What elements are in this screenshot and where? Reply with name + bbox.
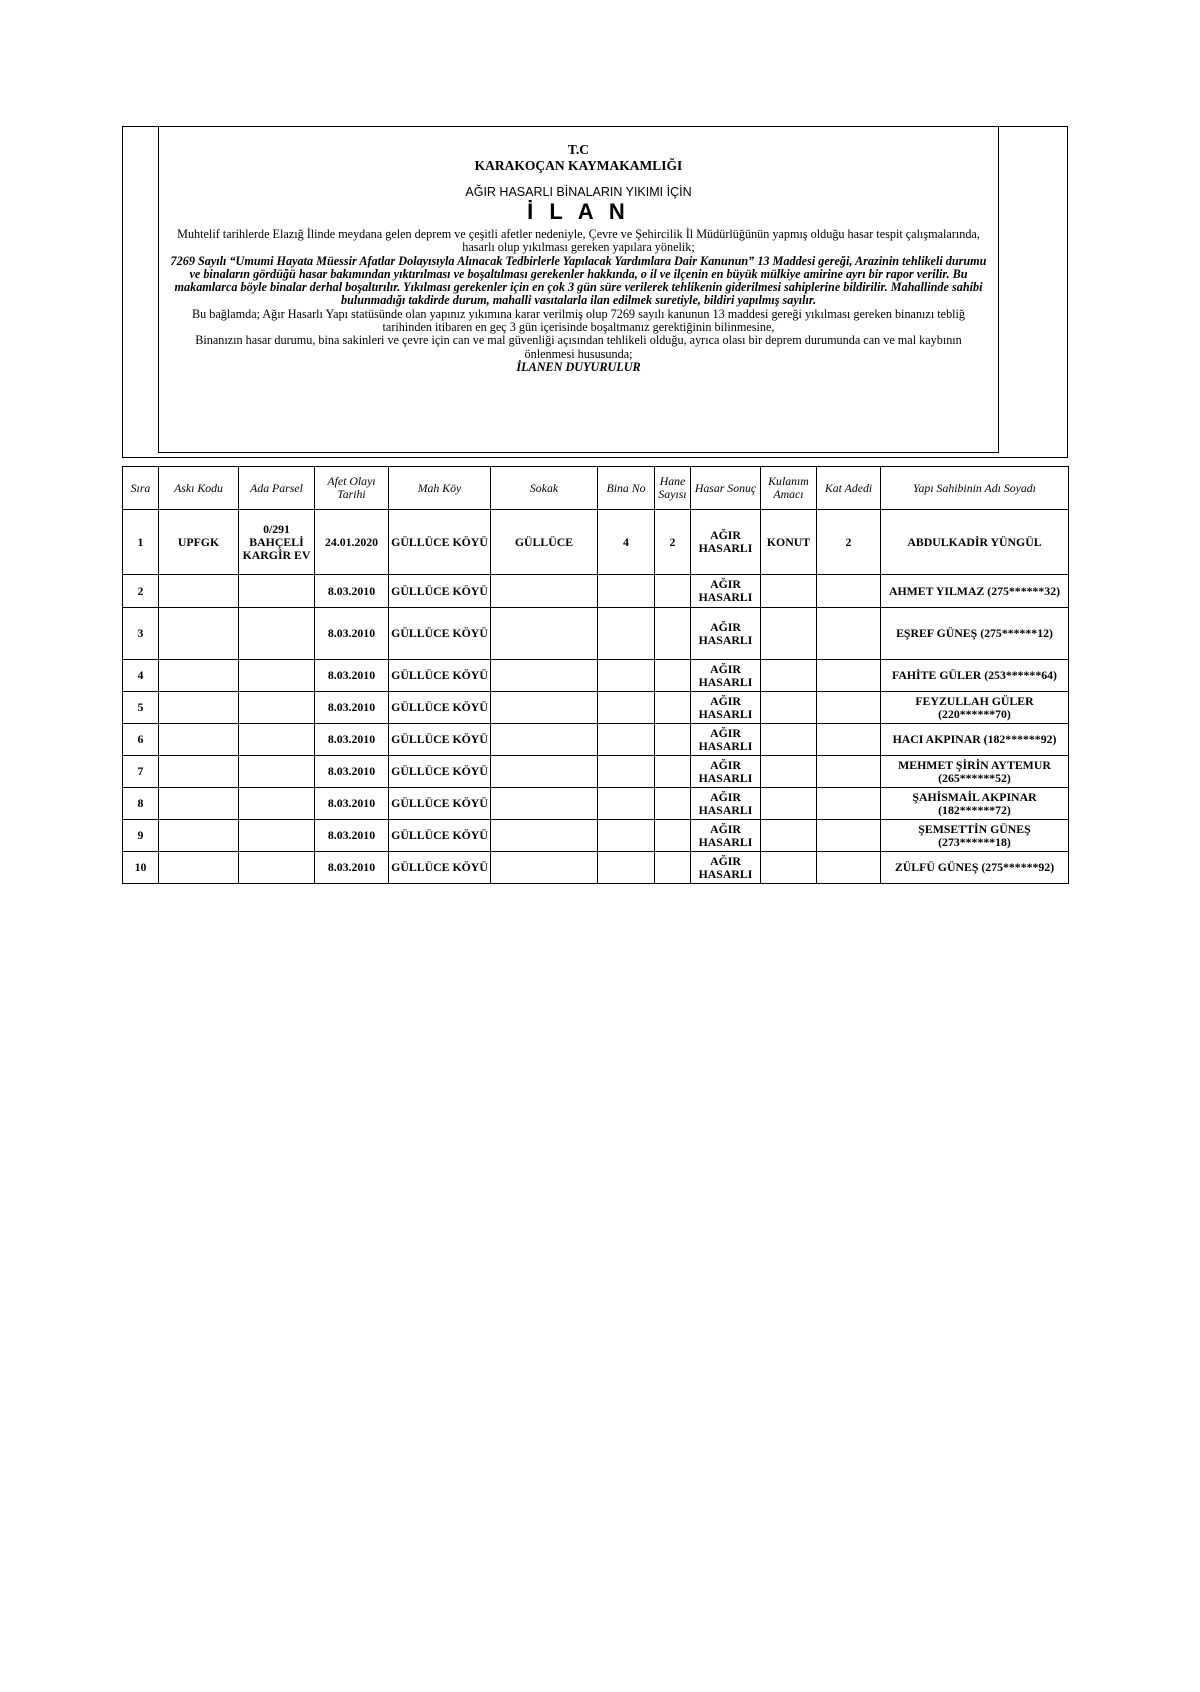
header-cell: Bina No (598, 467, 655, 510)
table-row (123, 788, 1069, 820)
table-cell: KONUT (761, 510, 817, 575)
table-cell (761, 692, 817, 724)
table-row (123, 756, 1069, 788)
table-cell: GÜLLÜCE KÖYÜ (389, 788, 491, 820)
header-cell: Yapı Sahibinin Adı Soyadı (881, 467, 1069, 510)
table-cell: 8.03.2010 (315, 575, 389, 608)
table-cell: GÜLLÜCE (491, 510, 598, 575)
table-cell: 4 (598, 510, 655, 575)
table-cell: GÜLLÜCE KÖYÜ (389, 575, 491, 608)
table-cell (598, 756, 655, 788)
table-cell: AĞIR HASARLI (691, 692, 761, 724)
table-cell (159, 608, 239, 660)
table-cell (655, 692, 691, 724)
closing-statement: İLANEN DUYURULUR (516, 359, 641, 374)
table-cell: EŞREF GÜNEŞ (275******12) (881, 608, 1069, 660)
buildings-table (122, 466, 1069, 884)
header-cell: Ada Parsel (239, 467, 315, 510)
table-cell (491, 788, 598, 820)
table-cell (655, 788, 691, 820)
table-cell (761, 756, 817, 788)
table-cell: 2 (655, 510, 691, 575)
table-cell (159, 788, 239, 820)
table-cell (761, 820, 817, 852)
header-cell: Kulanım Amacı (761, 467, 817, 510)
paragraph-intro: Muhtelif tarihlerde Elazığ İlinde meydana gelen deprem ve çeşitli afetler nedeniyle, Çevre ve Şehircilik İl Müdürlüğünün yapmış olduğu hasar tespit çalışmalarında, hasarlı olup yıkılması gereken yapılara yönelik; (177, 227, 980, 255)
table-row (123, 575, 1069, 608)
table-cell (159, 660, 239, 692)
table-row (123, 820, 1069, 852)
table-cell (655, 820, 691, 852)
table-cell (761, 724, 817, 756)
table-cell: GÜLLÜCE KÖYÜ (389, 756, 491, 788)
table-cell (159, 724, 239, 756)
table-cell: FEYZULLAH GÜLER (220******70) (881, 692, 1069, 724)
table-cell (491, 724, 598, 756)
table-cell: GÜLLÜCE KÖYÜ (389, 820, 491, 852)
table-cell: 2 (123, 575, 159, 608)
table-cell (598, 660, 655, 692)
table-cell (817, 820, 881, 852)
table-cell (761, 852, 817, 884)
paragraph-warning: Binanızın hasar durumu, bina sakinleri ve çevre için can ve mal güvenliği açısından tehlikeli olduğu, ayrıca olası bir deprem durumunda can ve mal kaybının önlenmesi hususunda; (195, 333, 962, 361)
table-cell (159, 575, 239, 608)
table-row (123, 510, 1069, 575)
state-heading: T.C (567, 142, 590, 157)
district-governorship: KARAKOÇAN KAYMAKAMLIĞI (474, 158, 683, 173)
table-cell: 8.03.2010 (315, 756, 389, 788)
table-cell (655, 852, 691, 884)
table-cell: 5 (123, 692, 159, 724)
table-cell (598, 788, 655, 820)
notice-title: İ L A N (527, 199, 630, 224)
table-cell (239, 852, 315, 884)
table-cell (159, 820, 239, 852)
notice-box (158, 126, 999, 453)
table-cell: AĞIR HASARLI (691, 660, 761, 692)
table-cell: AHMET YILMAZ (275******32) (881, 575, 1069, 608)
table-cell: GÜLLÜCE KÖYÜ (389, 852, 491, 884)
table-cell (598, 852, 655, 884)
table-cell: 9 (123, 820, 159, 852)
table-cell (655, 575, 691, 608)
table-cell (491, 608, 598, 660)
header-cell: Hasar Sonuç (691, 467, 761, 510)
table-cell: MEHMET ŞİRİN AYTEMUR (265******52) (881, 756, 1069, 788)
table-cell: ŞAHİSMAİL AKPINAR (182******72) (881, 788, 1069, 820)
header-cell: Hane Sayısı (655, 467, 691, 510)
header-cell: Sokak (491, 467, 598, 510)
table-cell: 10 (123, 852, 159, 884)
table-cell (598, 608, 655, 660)
table-cell (817, 788, 881, 820)
table-cell (598, 820, 655, 852)
table-cell: 8 (123, 788, 159, 820)
header-cell: Askı Kodu (159, 467, 239, 510)
table-cell (239, 788, 315, 820)
table-header-row (123, 467, 1069, 510)
table-cell (817, 852, 881, 884)
table-cell (239, 660, 315, 692)
table-cell: FAHİTE GÜLER (253******64) (881, 660, 1069, 692)
table-row (123, 852, 1069, 884)
table-cell (239, 575, 315, 608)
table-cell: 2 (817, 510, 881, 575)
table-cell: UPFGK (159, 510, 239, 575)
table-cell: GÜLLÜCE KÖYÜ (389, 692, 491, 724)
table-cell: 24.01.2020 (315, 510, 389, 575)
table-cell (817, 692, 881, 724)
table-row (123, 660, 1069, 692)
header-cell: Kat Adedi (817, 467, 881, 510)
table-cell (491, 852, 598, 884)
table-cell: 6 (123, 724, 159, 756)
table-cell (817, 724, 881, 756)
table-cell: ZÜLFÜ GÜNEŞ (275******92) (881, 852, 1069, 884)
table-cell (598, 575, 655, 608)
table-cell (817, 756, 881, 788)
table-cell: ŞEMSETTİN GÜNEŞ (273******18) (881, 820, 1069, 852)
table-cell: AĞIR HASARLI (691, 510, 761, 575)
table-cell (239, 756, 315, 788)
table-cell (159, 756, 239, 788)
table-cell (817, 660, 881, 692)
table-cell (491, 692, 598, 724)
table-cell: 7 (123, 756, 159, 788)
table-cell: ABDULKADİR YÜNGÜL (881, 510, 1069, 575)
table-cell (598, 692, 655, 724)
table-cell (491, 820, 598, 852)
table-cell (159, 692, 239, 724)
table-cell (655, 756, 691, 788)
table-cell (491, 660, 598, 692)
header-cell: Afet Olayı Tarihi (315, 467, 389, 510)
table-cell (761, 660, 817, 692)
table-cell (761, 608, 817, 660)
table-cell: AĞIR HASARLI (691, 575, 761, 608)
table-cell (598, 724, 655, 756)
table-cell (239, 608, 315, 660)
table-cell (239, 692, 315, 724)
table-cell: AĞIR HASARLI (691, 756, 761, 788)
table-cell (761, 575, 817, 608)
table-cell: 0/291 BAHÇELİ KARGİR EV (239, 510, 315, 575)
table-cell: AĞIR HASARLI (691, 820, 761, 852)
table-cell (655, 608, 691, 660)
header-cell: Sıra (123, 467, 159, 510)
table-cell: 3 (123, 608, 159, 660)
table-cell: GÜLLÜCE KÖYÜ (389, 510, 491, 575)
table-cell: GÜLLÜCE KÖYÜ (389, 608, 491, 660)
table-cell (239, 820, 315, 852)
table-row (123, 724, 1069, 756)
table-cell (761, 788, 817, 820)
paragraph-law: 7269 Sayılı “Umumi Hayata Müessir Afatlar Dolayısıyla Alınacak Tedbirlerle Yapılacak Yardımlara Dair Kanunun” 13 Maddesi gereği, Arazinin tehlikeli durumu ve binaların gördüğü hasar bakımından yıktırılması ve boşaltılması gerekenler hakkında, o il ve ilçenin en büyük mülkiye amirine ayrı bir rapor verilir. Bu makamlarca böyle binalar derhal boşaltırılır. Yıkılması gerekenler için en çok 3 gün süre verilerek tehlikenin giderilmesi sahiplerine bildirilir. Mahallinde sahibi bulunmadığı takdirde durum, mahalli vasıtalarla ilan edilmek suretiyle, bildiri yapılmış sayılır. (170, 253, 987, 308)
table-cell: 8.03.2010 (315, 608, 389, 660)
table-cell (159, 852, 239, 884)
table-cell: AĞIR HASARLI (691, 608, 761, 660)
table-cell: 1 (123, 510, 159, 575)
table-row (123, 692, 1069, 724)
table-cell (491, 756, 598, 788)
notice-subtitle: AĞIR HASARLI BİNALARIN YIKIMI İÇİN (465, 185, 692, 199)
table-cell (491, 575, 598, 608)
table-cell: 8.03.2010 (315, 820, 389, 852)
table-cell: 8.03.2010 (315, 724, 389, 756)
table-cell (817, 575, 881, 608)
table-cell (655, 660, 691, 692)
table-cell: HACI AKPINAR (182******92) (881, 724, 1069, 756)
table-cell: 8.03.2010 (315, 660, 389, 692)
header-cell: Mah Köy (389, 467, 491, 510)
table-cell: AĞIR HASARLI (691, 724, 761, 756)
table-cell (239, 724, 315, 756)
table-cell (817, 608, 881, 660)
table-row (123, 608, 1069, 660)
table-cell (655, 724, 691, 756)
table-cell: AĞIR HASARLI (691, 788, 761, 820)
table-cell: GÜLLÜCE KÖYÜ (389, 660, 491, 692)
paragraph-decision: Bu bağlamda; Ağır Hasarlı Yapı statüsünde olan yapınız yıkımına karar verilmiş olup 7269 sayılı kanunun 13 maddesi gereği yıkılması gereken binanızı tebliğ tarihinden itibaren en geç 3 gün içerisinde boşaltmanız gerektiğinin bilinmesine, (191, 306, 966, 335)
table-cell: 8.03.2010 (315, 692, 389, 724)
table-cell: 8.03.2010 (315, 788, 389, 820)
table-cell: 8.03.2010 (315, 852, 389, 884)
table-cell: AĞIR HASARLI (691, 852, 761, 884)
table-cell: 4 (123, 660, 159, 692)
table-cell: GÜLLÜCE KÖYÜ (389, 724, 491, 756)
